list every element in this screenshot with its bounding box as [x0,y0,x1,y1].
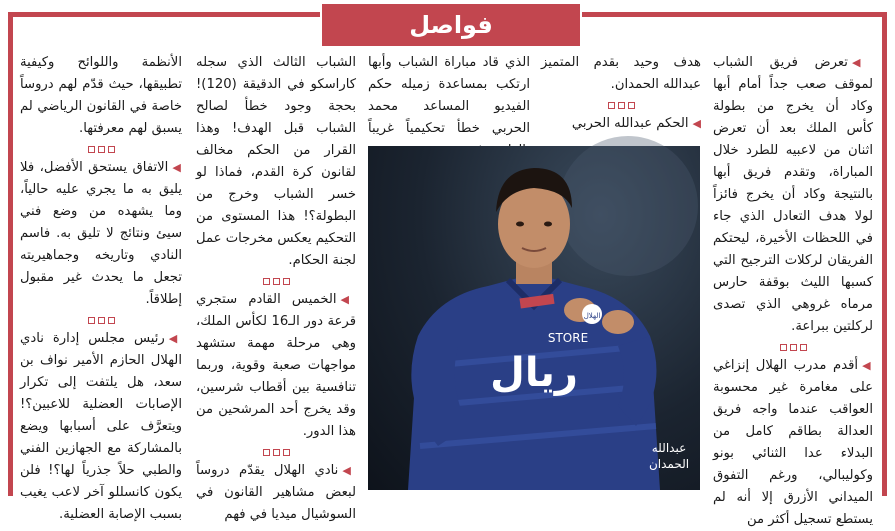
paragraph [541,113,701,135]
section-title: فواصل [322,4,580,46]
bullet-arrow-icon: ◀ [692,117,701,130]
paragraph [196,460,356,526]
paragraph: الشباب الثالث الذي سجله كاراسكو في الدقيقة (120)! بحجة وجود خطأ لصالح الشباب قبل الهدف! وهذا القرار من الحكم مخالف لقانون كرة القدم، فماذا لو خسر الشباب وخرج من البطولة؟! هذا المستوى من التحكيم يعكس مخرجات عمل لجنة الحكام. [196,55,356,268]
paragraph: الذي قاد مباراة الشباب وأبها ارتكب بمساعدة زميله حكم الفيديو المساعد محمد الحربي خطأ تحكيمياً غريباً [368,55,530,136]
paragraph-text: الاتفاق يستحق الأفضل، فلا يليق به ما يجري عليه حالياً، وما يشهده من وضع فني سيئ ونتائج لا تليق به. فاسم النادي وتاريخه وجماهيريته تجعل ما يحدث غير مقبول إطلاقاً. [20,160,182,307]
bullet-arrow-icon: ◀ [168,332,182,345]
jersey-sponsor: ريال [490,350,578,396]
player-photo [368,146,700,490]
bullet-arrow-icon: ◀ [851,56,873,69]
separator [196,449,356,456]
paragraph-text: الحكم عبدالله الحربي [571,116,689,131]
separator [541,102,701,109]
bullet-arrow-icon: ◀ [862,359,873,372]
paragraph [20,328,182,526]
separator [713,344,873,351]
paragraph-text: الخميس القادم ستجري قرعة دور الـ16 لكأس الملك، وهي مرحلة مهمة ستشهد مواجهات صعبة وقوية، وربما تنافسية بين أقطاب شرسين، وقد يخرج أحد المرشحين من هذا الدور. [196,292,356,439]
frame-right [882,12,887,496]
player-illustration [368,146,700,490]
paragraph [713,52,873,338]
paragraph [20,157,182,311]
paragraph-text: نادي الهلال يقدّم دروساً لبعض مشاهير القانون في السوشيال ميديا في فهم [196,463,356,522]
column-5 [20,52,182,526]
separator [20,146,182,153]
separator [20,317,182,324]
frame-left [8,12,13,496]
jersey-store-label: STORE [547,331,589,345]
caption-first-name: عبدالله [651,441,687,455]
bullet-arrow-icon: ◀ [172,161,182,174]
paragraph-text: رئيس مجلس إدارة نادي الهلال الحازم الأمير نواف بن سعد، هل يلتفت إلى تكرار الإصابات العضلية للاعبين؟! ويتعرَّف على أسبابها ويضع بالمشاركة مع الجهازين الفني والطبي حلاً جذرياً لها؟! فلن يكون كانسللو آخر لاعب يغيب بسبب الإصابة العضلية. [20,331,182,522]
frame-top-right [582,12,887,17]
paragraph: الأنظمة واللوائح وكيفية تطبيقها، حيث قدّم لهم دروساً خاصة في القانون الرياضي لم يسبق لهم معرفتها. [20,55,182,136]
column-2 [541,52,701,135]
column-1 [713,52,873,531]
bullet-arrow-icon: ◀ [342,464,356,477]
separator [196,278,356,285]
caption-last-name: الحمدان [648,457,690,471]
column-4 [196,52,356,526]
paragraph [713,355,873,531]
paragraph [196,289,356,443]
frame-top-left [8,12,320,17]
paragraph: هدف وحيد بقدم المتميز عبدالله الحمدان. [541,55,701,92]
paragraph-text: أقدم مدرب الهلال إنزاغي على مغامرة غير محسوبة العواقب عندما واجه فريق العدالة بطاقم كامل من البدلاء عدا الثنائي بونو وكوليبالي، ورغم التفوق الميداني الأزرق إلا أنه لم يستطع تسجيل أكثر من [713,358,873,527]
paragraph-text: تعرض فريق الشباب لموقف صعب جداً أمام أبها وكاد أن يخرج من بطولة كأس الملك بعد أن تعرض اثنان من لاعبيه للطرد خلال المباراة، وتقدم فريق أبها بالنتيجة وكاد أن يخرج فائزاً لولا هدف التعادل الذي جاء في اللحظات الأخيرة، ليحتكم الفريقان لركلات الترجيح التي كسبها الليث بوقفة حارس مرماه غروهي الذي تصدى لركلتين ببراعة. [713,55,873,334]
bullet-arrow-icon: ◀ [340,293,357,306]
club-badge-label: الهلال [583,312,601,320]
photo-caption [640,440,698,472]
